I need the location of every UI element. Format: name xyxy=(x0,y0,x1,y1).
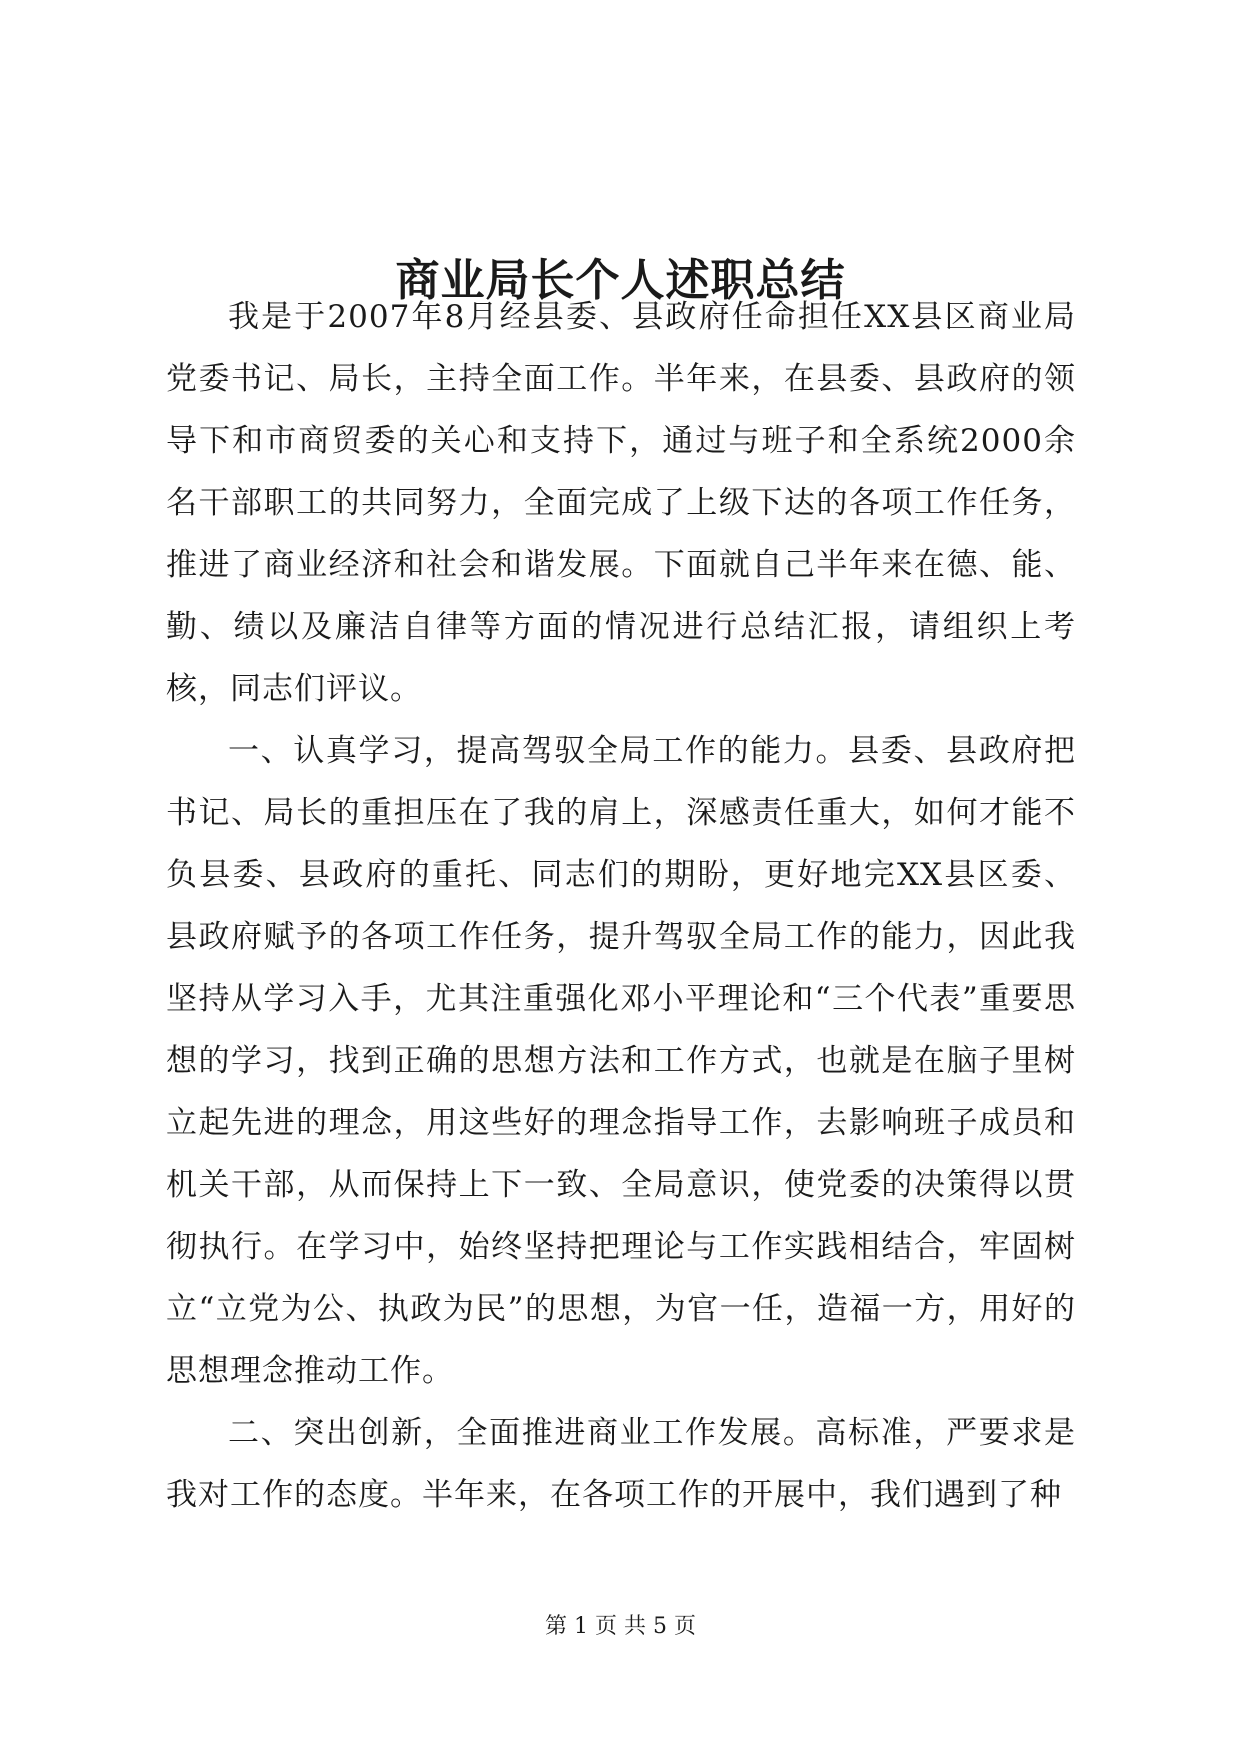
page-footer: 第 1 页 共 5 页 xyxy=(545,1614,696,1639)
document-body xyxy=(166,286,1076,1526)
document-title: 商业局长个人述职总结 xyxy=(395,255,846,307)
paragraph-section-two: 二、突出创新，全面推进商业工作发展。高标准，严要求是我对工作的态度。半年来，在各项工作的开展中，我们遇到了种 xyxy=(166,1415,1076,1513)
paragraph-section-one: 一、认真学习，提高驾驭全局工作的能力。县委、县政府把书记、局长的重担压在了我的肩上，深感责任重大，如何才能不负县委、县政府的重托、同志们的期盼，更好地完XX县区委、县政府赋予的各项工作任务，提升驾驭全局工作的能力，因此我坚持从学习入手，尤其注重强化邓小平理论和“三个代表”重要思想的学习，找到正确的思想方法和工作方式，也就是在脑子里树立起先进的理念，用这些好的理念指导工作，去影响班子成员和机关干部，从而保持上下一致、全局意识，使党委的决策得以贯彻执行。在学习中，始终坚持把理论与工作实践相结合，牢固树立“立党为公、执政为民”的思想，为官一任，造福一方，用好的思想理念推动工作。 xyxy=(166,733,1076,1389)
paragraph-intro: 我是于2007年8月经县委、县政府任命担任XX县区商业局党委书记、局长，主持全面工作。半年来，在县委、县政府的领导下和市商贸委的关心和支持下，通过与班子和全系统2000余名干部职工的共同努力，全面完成了上级下达的各项工作任务，推进了商业经济和社会和谐发展。下面就自己半年来在德、能、勤、绩以及廉洁自律等方面的情况进行总结汇报，请组织上考核，同志们评议。 xyxy=(166,299,1076,707)
